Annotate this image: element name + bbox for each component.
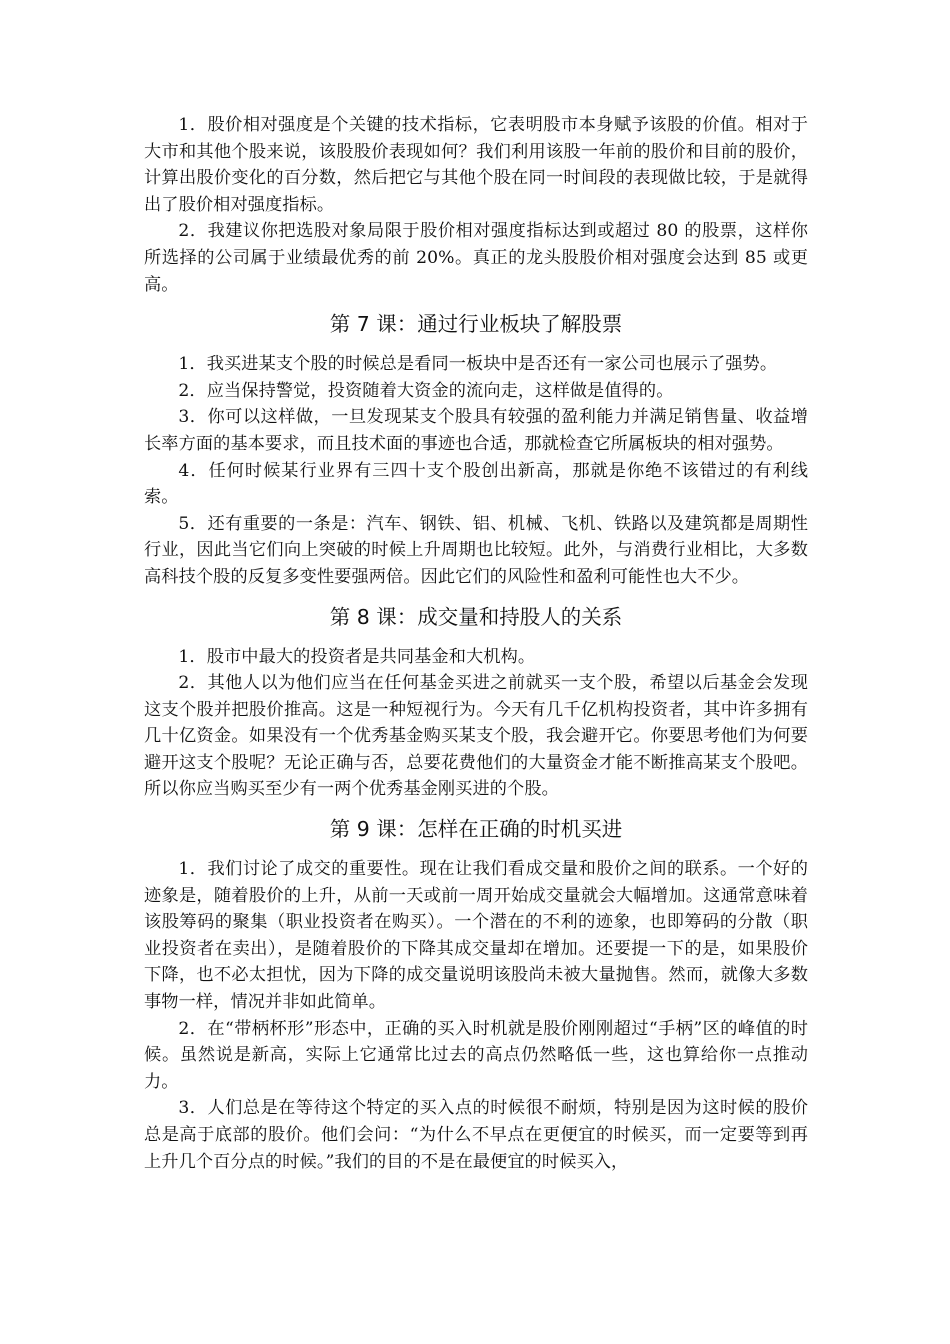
lesson-9-title: 第 9 课：怎样在正确的时机买进 (329, 817, 623, 842)
lesson-9-paragraph-3: 3．人们总是在等待这个特定的买入点的时候很不耐烦，特别是因为这时候的股价总是高于底部的股价。他们会问：“为什么不早点在更便宜的时候买，而一定要等到再上升几个百分点的时候。”我们的目的不是在最便宜的时候买入， (144, 1098, 808, 1172)
lesson-8-paragraph-1: 1．股市中最大的投资者是共同基金和大机构。 (178, 646, 536, 667)
document-page (144, 112, 808, 1175)
lesson-8-title: 第 8 课：成交量和持股人的关系 (329, 604, 623, 629)
lesson-8-paragraph-2: 2．其他人以为他们应当在任何基金买进之前就买一支个股，希望以后基金会发现这支个股并把股价推高。这是一种短视行为。今天有几千亿机构投资者，其中许多拥有几十亿资金。如果没有一个优秀基金购买某支个股，我会避开它。你要思考他们为何要避开这支个股呢？无论正确与否，总要花费他们的大量资金才能不断推高某支个股吧。所以你应当购买至少有一两个优秀基金刚买进的个股。 (144, 673, 808, 800)
lesson-9-paragraph-1: 1．我们讨论了成交的重要性。现在让我们看成交量和股价之间的联系。一个好的迹象是，随着股价的上升，从前一天或前一周开始成交量就会大幅增加。这通常意味着该股筹码的聚集（职业投资者在购买）。一个潜在的不利的迹象，也即筹码的分散（职业投资者在卖出），是随着股价的下降其成交量却在增加。还要提一下的是，如果股价下降，也不必太担忧，因为下降的成交量说明该股尚未被大量抛售。然而，就像大多数事物一样，情况并非如此简单。 (144, 859, 808, 1013)
lesson-7-paragraph-4: 4．任何时候某行业界有三四十支个股创出新高，那就是你绝不该错过的有利线索。 (144, 460, 808, 508)
lesson-7-paragraph-5: 5．还有重要的一条是：汽车、钢铁、铝、机械、飞机、铁路以及建筑都是周期性行业，因此当它们向上突破的时候上升周期也比较短。此外，与消费行业相比，大多数高科技个股的反复多变性要强两倍。因此它们的风险性和盈利可能性也大不少。 (144, 513, 808, 587)
intro-paragraph-1: 1．股价相对强度是个关键的技术指标，它表明股市本身赋予该股的价值。相对于大市和其他个股来说，该股股价表现如何？我们利用该股一年前的股价和目前的股价，计算出股价变化的百分数，然后把它与其他个股在同一时间段的表现做比较，于是就得出了股价相对强度指标。 (144, 115, 808, 215)
lesson-7-paragraph-2: 2．应当保持警觉，投资随着大资金的流向走，这样做是值得的。 (178, 380, 674, 401)
lesson-7-title: 第 7 课：通过行业板块了解股票 (329, 312, 623, 337)
lesson-7-paragraph-1: 1．我买进某支个股的时候总是看同一板块中是否还有一家公司也展示了强势。 (178, 354, 778, 375)
lesson-7-paragraph-3: 3．你可以这样做，一旦发现某支个股具有较强的盈利能力并满足销售量、收益增长率方面的基本要求，而且技术面的事迹也合适，那就检查它所属板块的相对强势。 (144, 407, 808, 454)
intro-paragraph-2: 2．我建议你把选股对象局限于股价相对强度指标达到或超过 80 的股票，这样你所选择的公司属于业绩最优秀的前 20%。真正的龙头股股价相对强度会达到 85 或更高。 (144, 221, 808, 295)
lesson-9-paragraph-2: 2．在“带柄杯形”形态中，正确的买入时机就是股价刚刚超过“手柄”区的峰值的时候。虽然说是新高，实际上它通常比过去的高点仍然略低一些，这也算给你一点推动力。 (144, 1018, 808, 1092)
